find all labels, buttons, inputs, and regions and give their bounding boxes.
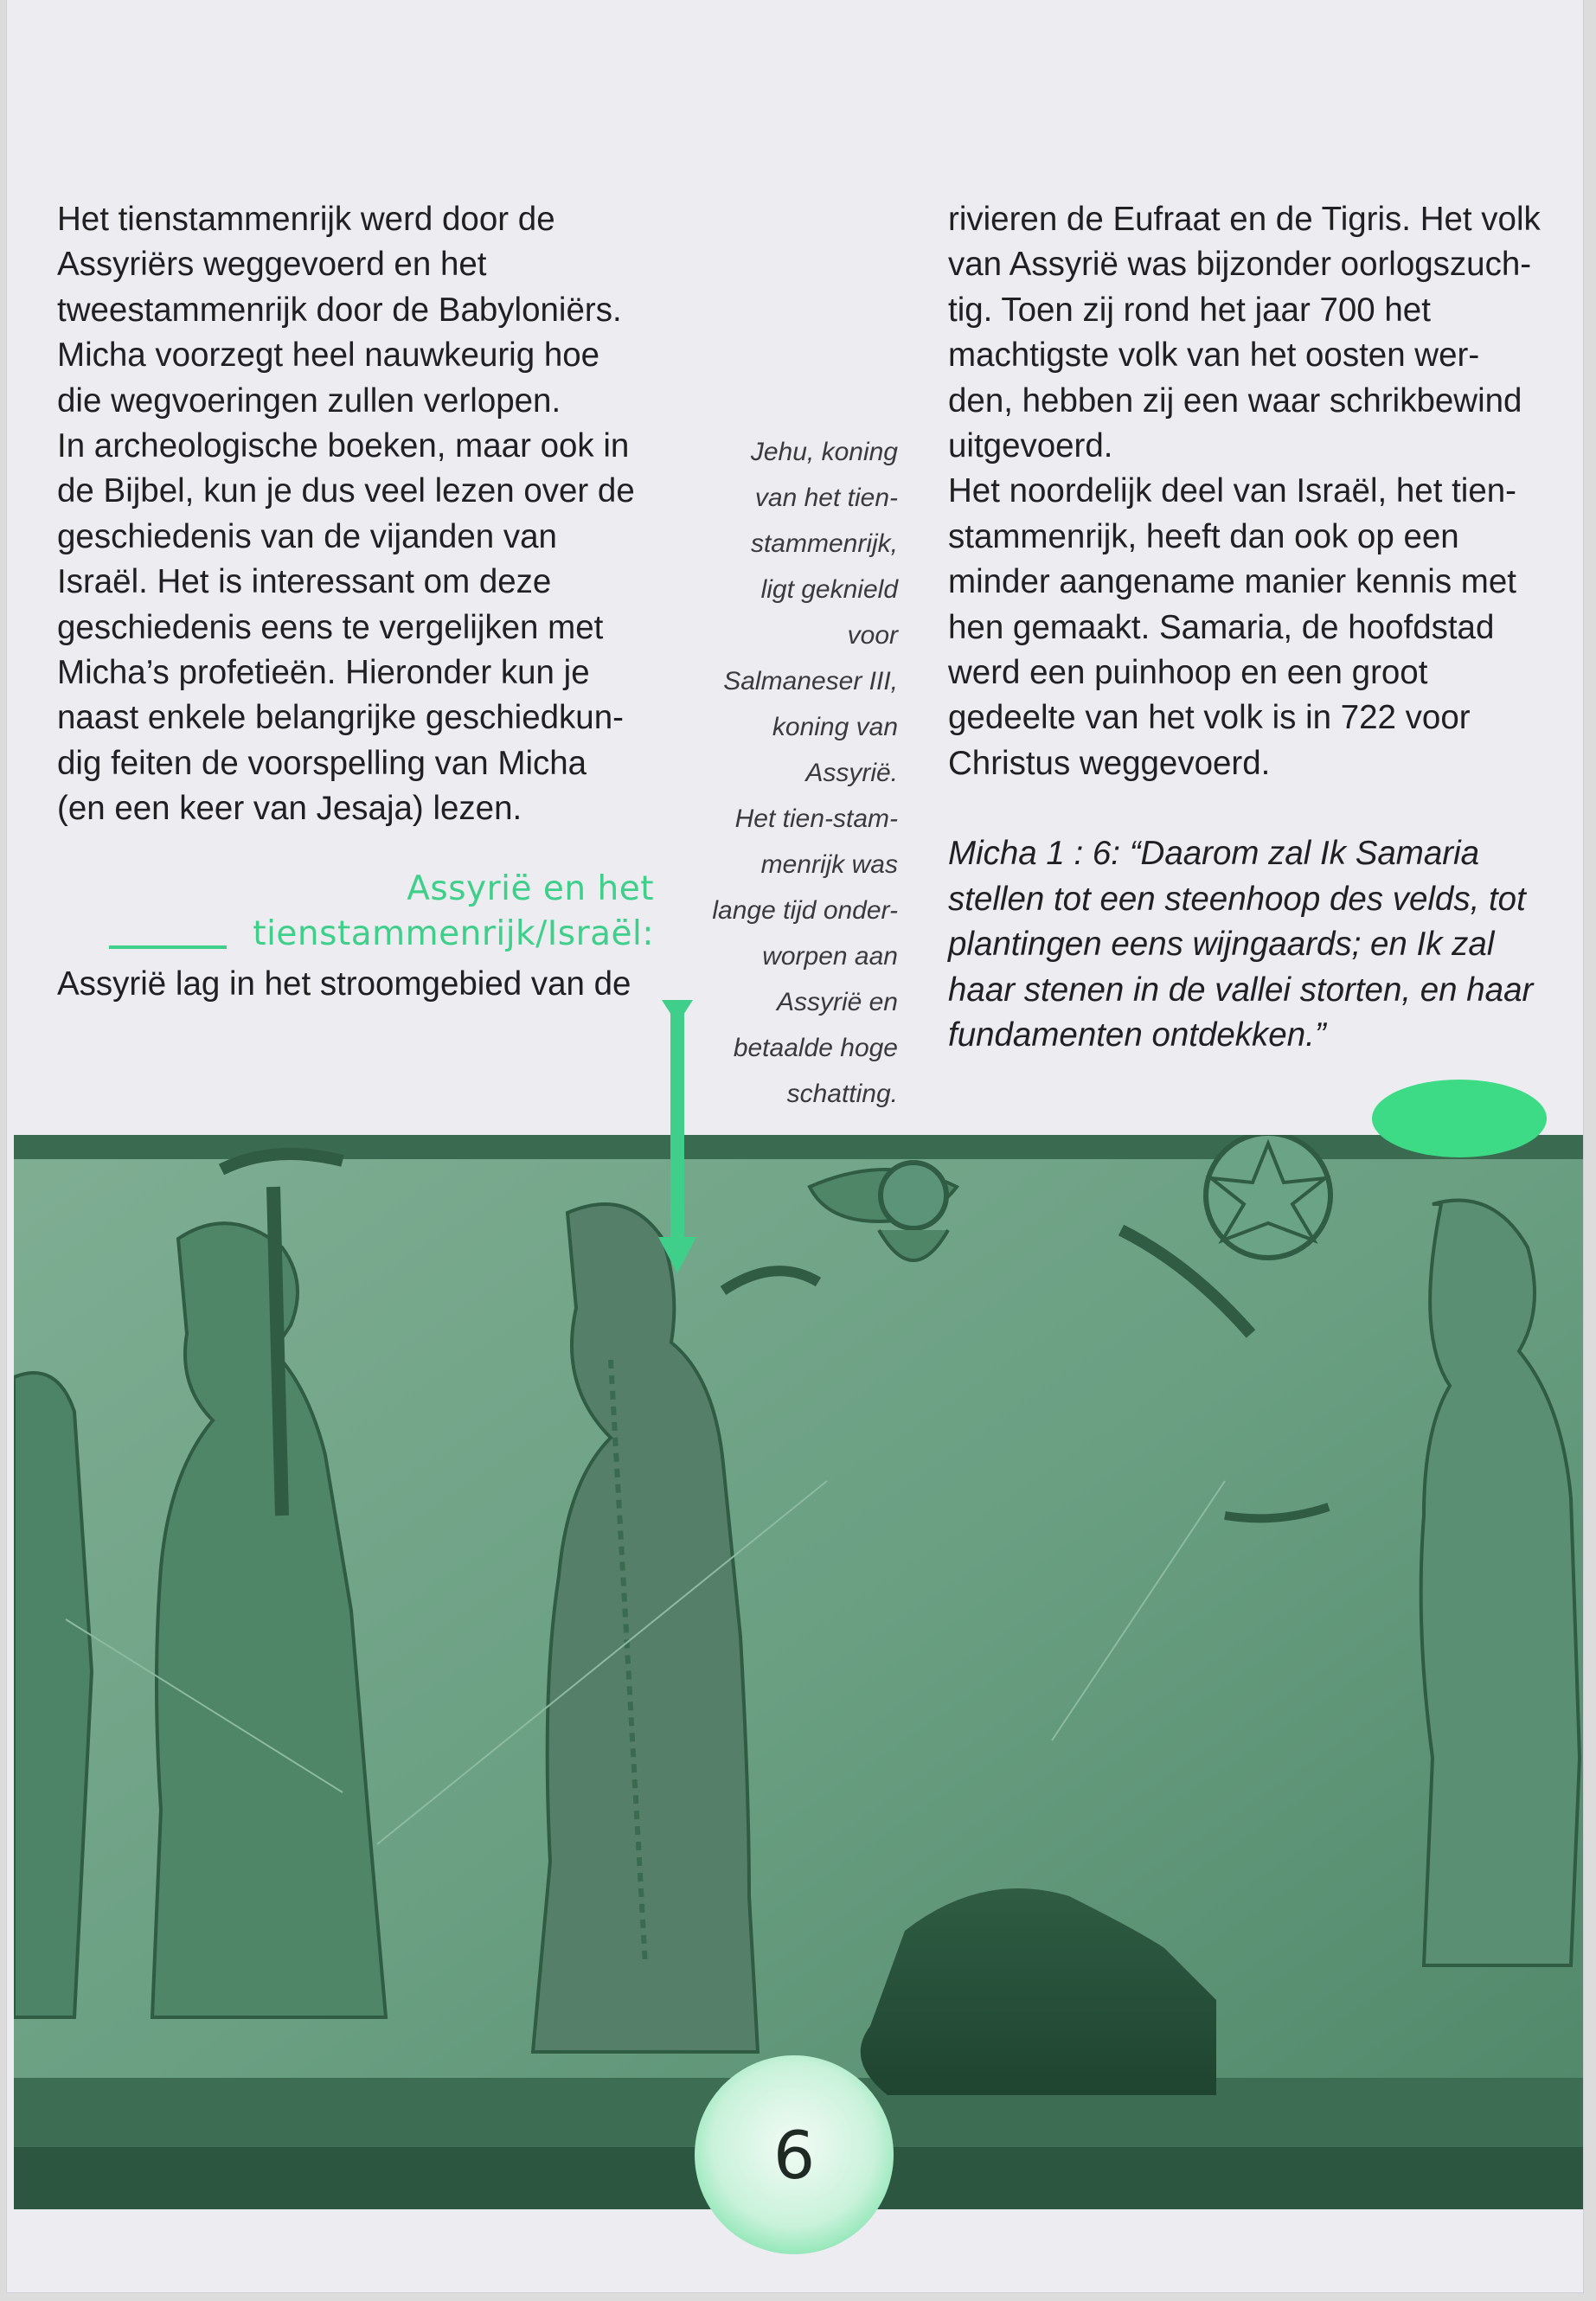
text-line: de Bijbel, kun je dus veel lezen over de (57, 472, 635, 510)
assyrian-relief-image (14, 1135, 1583, 2209)
caption-line: Salmaneser III, (723, 667, 898, 695)
section-heading-line-1: Assyrië en het (407, 869, 654, 908)
text-line: Micha voorzegt heel nauwkeurig hoe (57, 336, 600, 375)
left-column (57, 197, 663, 832)
text-line: dig feiten de voorspelling van Micha (57, 744, 587, 782)
photo-caption (682, 429, 898, 1117)
text-line: Het noordelijk deel van Israël, het tien- (948, 472, 1517, 510)
caption-line: Assyrië en (776, 988, 898, 1016)
caption-line: menrijk was (760, 850, 898, 879)
text-line: rivieren de Eufraat en de Tigris. Het volk (948, 201, 1541, 238)
text-line: Het tienstammenrijk werd door de (57, 201, 555, 238)
caption-line: Assyrië. (805, 759, 898, 787)
caption-line: van het tien- (754, 484, 898, 512)
relief-photo (14, 1135, 1583, 2209)
quote-line: Micha 1 : 6: “Daarom zal Ik Samaria (948, 835, 1480, 873)
text-line: den, hebben zij een waar schrikbewind (948, 381, 1522, 420)
caption-line: worpen aan (762, 942, 898, 971)
arrow-head (658, 1237, 696, 1273)
bible-quote (948, 831, 1571, 1058)
text-line: Assyriërs weggevoerd en het (57, 246, 487, 284)
text-line: minder aangename manier kennis met (948, 563, 1516, 601)
caption-line: Het tien-stam- (734, 804, 898, 833)
text-line: machtigste volk van het oosten wer- (948, 336, 1480, 375)
decorative-green-oval (1372, 1080, 1547, 1157)
caption-line: betaalde hoge (733, 1034, 898, 1062)
text-line: geschiedenis eens te vergelijken met (57, 608, 604, 646)
text-line: gedeelte van het volk is in 722 voor (948, 699, 1471, 737)
text-line: (en een keer van Jesaja) lezen. (57, 790, 522, 828)
text-line: Micha’s profetieën. Hieronder kun je (57, 654, 590, 692)
text-line: In archeologische boeken, maar ook in (57, 427, 630, 465)
right-column (948, 197, 1571, 1058)
text-line: tweestammenrijk door de Babyloniërs. (57, 291, 622, 329)
text-line: die wegvoeringen zullen verlopen. (57, 381, 561, 420)
section-heading-line-2: tienstammenrijk/Israël: (253, 914, 654, 953)
quote-line: stellen tot een steenhoop des velds, tot (948, 880, 1526, 918)
caption-line: Jehu, koning (750, 438, 898, 466)
caption-line: koning van (772, 713, 898, 741)
text-line: Christus weggevoerd. (948, 744, 1271, 782)
text-line: werd een puinhoop en een groot (948, 654, 1428, 692)
text-line: Israël. Het is interessant om deze (57, 563, 552, 601)
text-line: hen gemaakt. Samaria, de hoofdstad (948, 608, 1495, 646)
text-line: van Assyrië was bijzonder oorlogszuch- (948, 246, 1532, 284)
caption-line: lange tijd onder- (712, 896, 898, 925)
section-heading (57, 867, 654, 957)
quote-line: plantingen eens wijngaards; en Ik zal (948, 926, 1495, 964)
text-line: uitgevoerd. (948, 427, 1113, 465)
text-line: geschiedenis van de vijanden van (57, 517, 557, 555)
quote-line: fundamenten ontdekken.” (948, 1016, 1326, 1054)
caption-line: voor (847, 621, 898, 650)
caption-line: stammenrijk, (750, 529, 898, 558)
caption-line: schatting. (786, 1080, 898, 1108)
text-line: naast enkele belangrijke geschiedkun- (57, 699, 624, 737)
text-line: tig. Toen zij rond het jaar 700 het (948, 291, 1431, 329)
section-first-line: Assyrië lag in het stroomgebied van de (57, 965, 631, 1003)
page (7, 0, 1583, 2292)
caption-line: ligt geknield (760, 575, 898, 604)
quote-line: haar stenen in de vallei storten, en haar (948, 971, 1534, 1009)
text-line: stammenrijk, heeft dan ook op een (948, 517, 1459, 555)
pointer-arrow (670, 1010, 684, 1242)
page-number-badge: 6 (695, 2055, 894, 2254)
heading-rule (109, 945, 227, 949)
